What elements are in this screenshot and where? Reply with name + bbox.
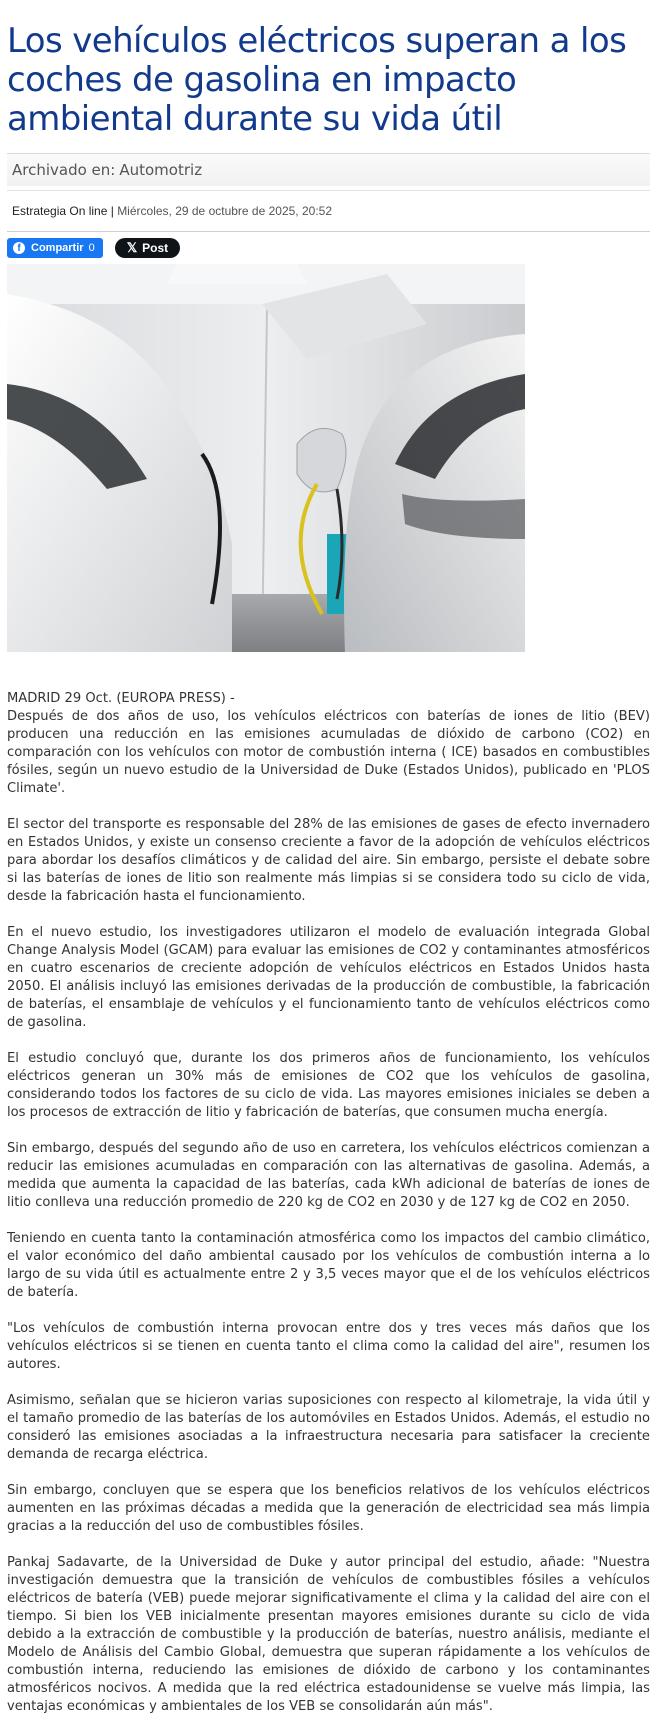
article-paragraph: En el nuevo estudio, los investigadores utilizaron el modelo de evaluación integrada Global Change Analysis Model (GCAM) para evaluar las emisiones de CO2 y contaminantes atmosféricos en cuatro escenarios de creciente adopción de vehículos eléctricos en Estados Unidos hasta 2050. El análisis incluyó las emisiones derivadas de la producción de combustible, la fabricación de baterías, el ensamblaje de vehículos y el funcionamiento tanto de vehículos eléctricos como de gasolina.	[7, 925, 650, 1030]
article-paragraph: El sector del transporte es responsable del 28% de las emisiones de gases de efecto invernadero en Estados Unidos, y existe un consenso creciente a favor de la adopción de vehículos eléctricos para abordar los desafíos climáticos y de calidad del aire. Sin embargo, persiste el debate sobre si las baterías de iones de litio son realmente más limpias si se considera todo su ciclo de vida, desde la fabricación hasta el funcionamiento.	[7, 817, 650, 904]
article-paragraph: Teniendo en cuenta tanto la contaminación atmosférica como los impactos del cambio climático, el valor económico del daño ambiental causado por los vehículos de combustión interna a lo largo de su vida útil es actualmente entre 2 y 3,5 veces mayor que el de los vehículos eléctricos de batería.	[7, 1231, 650, 1300]
article-paragraph: Después de dos años de uso, los vehículos eléctricos con baterías de iones de litio (BEV) producen una reducción en las emisiones acumuladas de dióxido de carbono (CO2) en comparación con los vehículos con motor de combustión interna ( ICE) basados en combustibles fósiles, según un nuevo estudio de la Universidad de Duke (Estados Unidos), publicado en 'PLOS Climate'.	[7, 709, 650, 796]
facebook-share-label: Compartir	[31, 242, 84, 254]
x-post-button[interactable]	[115, 238, 181, 258]
facebook-share-count: 0	[88, 242, 95, 254]
facebook-icon: f	[13, 242, 25, 254]
share-bar	[7, 238, 650, 258]
archive-label: Archivado en:	[12, 161, 116, 179]
ev-charging-photo	[7, 264, 525, 652]
byline-source: Estrategia On line	[12, 204, 108, 218]
byline-date: Miércoles, 29 de octubre de 2025, 20:52	[117, 204, 332, 218]
article-paragraph: El estudio concluyó que, durante los dos primeros años de funcionamiento, los vehículos eléctricos generan un 30% más de emisiones de CO2 que los vehículos de gasolina, considerando todos los factores de su ciclo de vida. Las mayores emisiones iniciales se deben a los procesos de extracción de litio y fabricación de baterías, que consumen mucha energía.	[7, 1051, 650, 1120]
article-paragraph: Asimismo, señalan que se hicieron varias suposiciones con respecto al kilometraje, la vida útil y el tamaño promedio de las baterías de los automóviles en Estados Unidos. Además, el estudio no consideró las emisiones asociadas a la infraestructura necesaria para satisfacer la creciente demanda de recarga eléctrica.	[7, 1393, 650, 1462]
article-image	[7, 264, 525, 652]
byline-separator: |	[107, 204, 118, 218]
facebook-share-button[interactable]	[7, 238, 103, 258]
archive-category-link[interactable]: Automotriz	[119, 161, 203, 179]
article-paragraph: "Los vehículos de combustión interna provocan entre dos y tres veces más daños que los vehículos eléctricos si se tienen en cuenta tanto el clima como la calidad del aire", resumen los autores.	[7, 1321, 650, 1372]
article-paragraph: Sin embargo, después del segundo año de uso en carretera, los vehículos eléctricos comienzan a reducir las emisiones acumuladas en comparación con las alternativas de gasolina. Además, a medida que aumenta la capacidad de las baterías, cada kWh adicional de baterías de iones de litio conlleva una reducción promedio de 220 kg de CO2 en 2030 y de 127 kg de CO2 en 2050.	[7, 1141, 650, 1210]
article-body	[7, 690, 650, 1716]
page-title: Los vehículos eléctricos superan a los coches de gasolina en impacto ambiental durante su vida útil	[7, 21, 627, 139]
x-post-label: Post	[142, 241, 169, 255]
article-paragraph: Pankaj Sadavarte, de la Universidad de Duke y autor principal del estudio, añade: "Nuestra investigación demuestra que la transición de vehículos de combustibles fósiles a vehículos eléctricos de batería (VEB) puede mejorar significativamente el clima y la calidad del aire con el tiempo. Si bien los VEB inicialmente presentan mayores emisiones durante su ciclo de vida debido a la extracción de combustible y la producción de baterías, nuestro análisis, mediante el Modelo de Análisis del Cambio Global, demuestra que superan rápidamente a los vehículos de combustión interna, reduciendo las emisiones de dióxido de carbono y los contaminantes atmosféricos nocivos. A medida que la red eléctrica estadounidense se vuelve más limpia, las ventajas económicas y ambientales de los VEB se consolidarán aún más".	[7, 1555, 650, 1714]
byline	[7, 190, 650, 232]
article-dateline: MADRID 29 Oct. (EUROPA PRESS) -	[7, 691, 235, 706]
archive-bar	[7, 153, 650, 186]
article-paragraph: Sin embargo, concluyen que se espera que los beneficios relativos de los vehículos eléctricos aumenten en las próximas décadas a medida que la generación de electricidad sea más limpia gracias a la reducción del uso de combustibles fósiles.	[7, 1483, 650, 1534]
x-logo-icon: 𝕏	[126, 240, 138, 255]
